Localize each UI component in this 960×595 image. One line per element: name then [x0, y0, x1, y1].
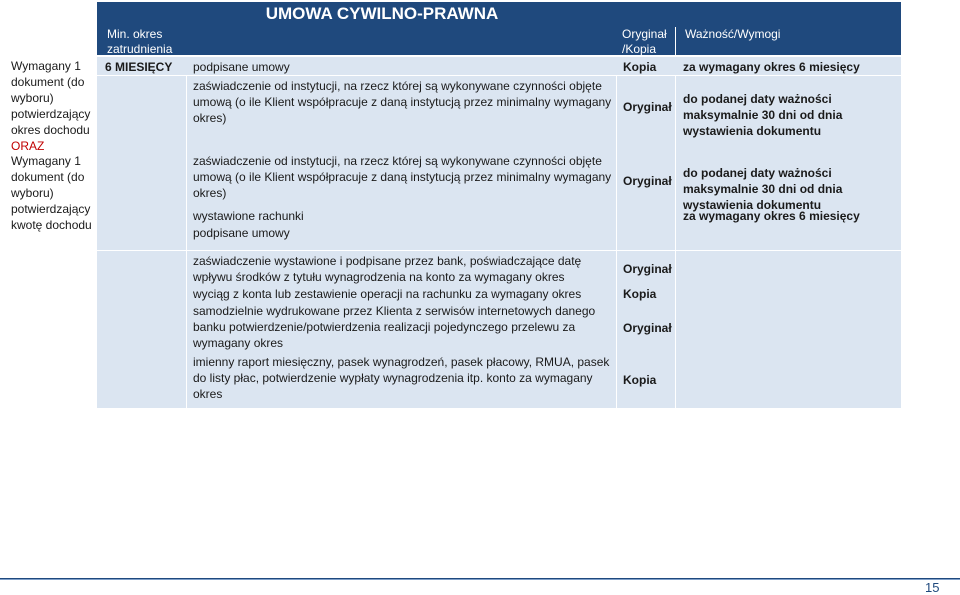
page-number: 15 [925, 580, 940, 595]
header-divider [675, 27, 676, 55]
row-divider [97, 75, 901, 76]
header-oryginal-kopia: Oryginał /Kopia [622, 27, 667, 56]
validity-text: za wymagany okres 6 miesięcy [683, 209, 860, 223]
left-oraz: ORAZ [11, 139, 45, 153]
doc-text: zaświadczenie od instytucji, na rzecz której są wykonywane czynności objęte umową (o ile Klient współpracuje z daną instytucją przez minimalny wymagany okres) [193, 154, 612, 200]
doc-text: wyciąg z konta lub zestawienie operacji na rachunku za wymagany okres [193, 287, 582, 301]
header-waznosc: Ważność/Wymogi [685, 27, 781, 41]
oryginal-kopia-value: Kopia [623, 60, 657, 74]
doc-text: samodzielnie wydrukowane przez Klienta z serwisów internetowych danego banku potwierdzenie/potwierdzenia realizacji pojedynczego przelewu za wymagany okres [193, 304, 596, 350]
col-divider [675, 75, 676, 408]
doc-text: zaświadczenie od instytucji, na rzecz której są wykonywane czynności objęte umową (o ile Klient współpracuje z daną instytucją przez minimalny wymagany okres) [193, 79, 612, 125]
doc-text: zaświadczenie wystawione i podpisane przez bank, poświadczające datę wpływu środków z tytułu wynagrodzenia na konto za wymagany okres [193, 254, 582, 284]
oryginal-kopia-value: Oryginał [623, 262, 672, 276]
col-divider [186, 75, 187, 408]
doc-text: podpisane umowy [193, 60, 290, 74]
left-block-okres: Wymagany 1 dokument (do wyboru) potwierdzający okres dochodu [11, 59, 91, 137]
row-divider [97, 250, 901, 251]
doc-text: podpisane umowy [193, 226, 290, 240]
validity-text: za wymagany okres 6 miesięcy [683, 60, 860, 74]
oryginal-kopia-value: Kopia [623, 287, 657, 301]
validity-text: do podanej daty ważności maksymalnie 30 dni od dnia wystawienia dokumentu [683, 166, 843, 212]
min-okres-value: 6 MIESIĘCY [105, 60, 173, 74]
header-min-okres: Min. okres zatrudnienia [107, 27, 173, 56]
left-block-kwota: Wymagany 1 dokument (do wyboru) potwierdzający kwotę dochodu [11, 154, 92, 232]
col-divider [616, 75, 617, 408]
footer-line [0, 579, 960, 580]
oryginal-kopia-value: Oryginał [623, 321, 672, 335]
oryginal-kopia-value: Kopia [623, 373, 657, 387]
doc-text: imienny raport miesięczny, pasek wynagrodzeń, pasek płacowy, RMUA, pasek do listy płac, potwierdzenie wypłaty wynagrodzenia itp. konto za wymagany okres [193, 355, 610, 401]
oryginal-kopia-value: Oryginał [623, 174, 672, 188]
page-title: UMOWA CYWILNO-PRAWNA [265, 4, 499, 23]
oryginal-kopia-value: Oryginał [623, 100, 672, 114]
doc-text: wystawione rachunki [193, 209, 304, 223]
validity-text: do podanej daty ważności maksymalnie 30 dni od dnia wystawienia dokumentu [683, 92, 843, 138]
